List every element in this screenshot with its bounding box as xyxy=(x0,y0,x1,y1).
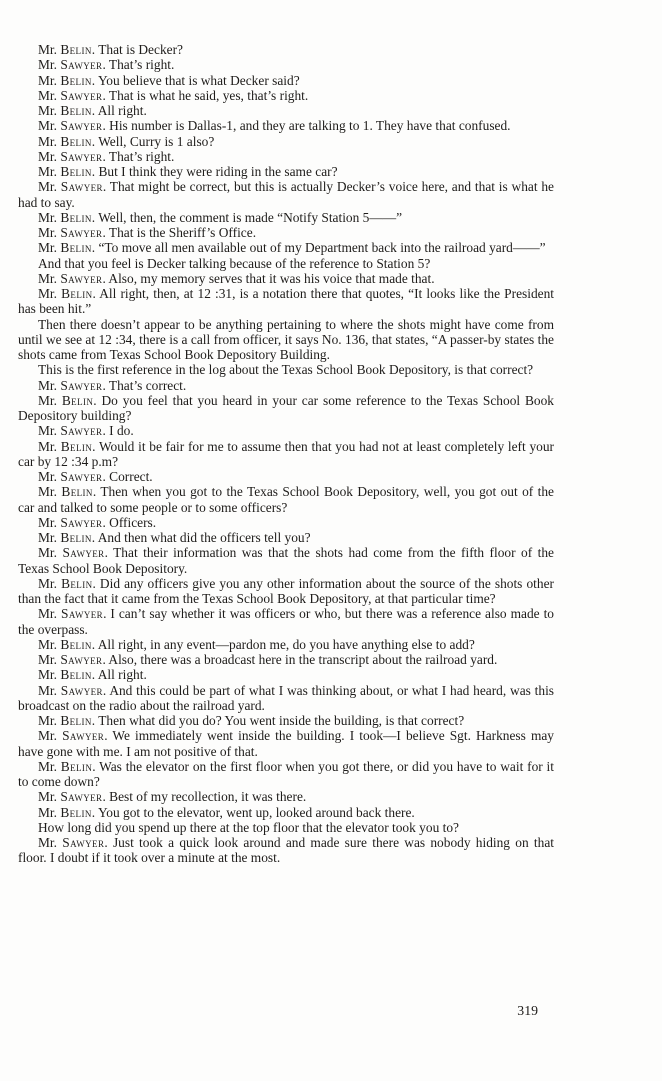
transcript-paragraph: Mr. Belin. Was the elevator on the first floor when you got there, or did you have to wait for it to come down? xyxy=(18,758,554,789)
speaker-name: Sawyer xyxy=(60,57,103,73)
speaker-name: Belin xyxy=(60,133,92,149)
transcript-paragraph: Mr. Sawyer. That might be correct, but this is actually Decker’s voice here, and that is what he had to say. xyxy=(18,179,555,210)
speaker-honorific: Mr. xyxy=(38,682,61,698)
speaker-honorific: Mr. xyxy=(38,530,61,545)
speaker-honorific: Mr. xyxy=(38,713,61,728)
speaker-honorific: Mr. xyxy=(38,667,61,683)
transcript-paragraph: Mr. Sawyer. Best of my recollection, it was there. xyxy=(38,789,307,805)
speaker-honorific: Mr. xyxy=(38,469,61,484)
page-number: 319 xyxy=(517,1003,538,1018)
speaker-name: Sawyer xyxy=(60,606,104,622)
speaker-honorific: Mr. xyxy=(38,164,61,179)
speaker-name: Sawyer xyxy=(62,835,105,850)
transcript-paragraph: Mr. Sawyer. Also, there was a broadcast here in the transcript about the railroad yard. xyxy=(38,652,498,667)
transcript-paragraph: Then there doesn’t appear to be anything pertaining to where the shots might have come from until we see at 12 :34, there is a call from officer, it says No. 136, that states, “A passer-by states the shots came from Texas School Book Depository Building. xyxy=(18,316,554,362)
speaker-name: Belin xyxy=(61,484,93,500)
speaker-name: Sawyer xyxy=(60,423,103,439)
transcript-paragraph: Mr. Sawyer. That their information was that the shots had come from the fifth floor of the Texas School Book Depository. xyxy=(18,545,554,576)
transcript-paragraph: This is the first reference in the log about the Texas School Book Depository, is that correct? xyxy=(38,362,534,378)
transcript-paragraph: Mr. Sawyer. His number is Dallas-1, and they are talking to 1. They have that confused. xyxy=(38,118,511,134)
speaker-name: Sawyer xyxy=(60,225,103,240)
speaker-honorific: Mr. xyxy=(38,377,61,393)
speaker-honorific: Mr. xyxy=(38,804,61,820)
speaker-name: Sawyer xyxy=(60,270,103,286)
speaker-name: Belin xyxy=(60,42,92,57)
speaker-name: Sawyer xyxy=(60,148,103,164)
speaker-name: Belin xyxy=(60,72,92,88)
speaker-honorific: Mr. xyxy=(38,545,63,561)
speaker-name: Sawyer xyxy=(60,514,103,530)
transcript-paragraph: Mr. Belin. All right. xyxy=(38,667,147,683)
speaker-name: Belin xyxy=(60,636,92,652)
speaker-name: Sawyer xyxy=(60,87,103,103)
speaker-honorific: Mr. xyxy=(38,438,61,454)
speaker-name: Belin xyxy=(60,530,92,545)
transcript-paragraph: Mr. Belin. That is Decker? xyxy=(38,42,183,57)
speaker-honorific: Mr. xyxy=(38,209,61,225)
speaker-honorific: Mr. xyxy=(38,575,62,591)
speaker-name: Sawyer xyxy=(60,682,103,698)
speaker-name: Belin xyxy=(60,103,92,118)
speaker-name: Belin xyxy=(60,667,92,683)
speaker-honorific: Mr. xyxy=(38,103,61,118)
speaker-name: Sawyer xyxy=(62,728,105,744)
speaker-honorific: Mr. xyxy=(38,118,61,134)
transcript-paragraph: Mr. Belin. “To move all men available out of my Department back into the railroad yard——” xyxy=(38,240,546,256)
speaker-name: Sawyer xyxy=(60,469,103,484)
transcript-paragraph: Mr. Belin. Then when you got to the Texas School Book Depository, well, you got out of the car and talked to some people or to some officers? xyxy=(18,484,554,515)
speaker-name: Sawyer xyxy=(60,377,103,393)
transcript-paragraph: Mr. Sawyer. Also, my memory serves that it was his voice that made that. xyxy=(38,270,435,286)
speaker-name: Sawyer xyxy=(62,545,105,561)
speaker-honorific: Mr. xyxy=(38,57,61,73)
speaker-honorific: Mr. xyxy=(38,148,61,164)
speaker-name: Belin xyxy=(60,758,93,774)
speaker-honorific: Mr. xyxy=(38,423,61,439)
speaker-name: Belin xyxy=(60,164,92,179)
speaker-honorific: Mr. xyxy=(38,652,61,667)
transcript-paragraph: Mr. Sawyer. I can’t say whether it was officers or who, but there was a reference also made to the overpass. xyxy=(18,606,555,637)
speaker-name: Sawyer xyxy=(60,789,103,805)
transcript-paragraph: Mr. Sawyer. And this could be part of what I was thinking about, or what I had heard, was this broadcast on the radio about the railroad yard. xyxy=(18,682,554,713)
speaker-name: Belin xyxy=(60,240,92,256)
transcript-paragraph: Mr. Belin. Do you feel that you heard in your car some reference to the Texas School Book Depository building? xyxy=(18,392,554,423)
transcript-paragraph: Mr. Belin. But I think they were riding in the same car? xyxy=(38,164,338,179)
transcript-paragraph: Mr. Sawyer. Officers. xyxy=(38,514,157,530)
speaker-honorific: Mr. xyxy=(38,392,62,408)
speaker-name: Belin xyxy=(60,804,92,820)
transcript-paragraph: Mr. Belin. Well, Curry is 1 also? xyxy=(38,133,215,149)
speaker-honorific: Mr. xyxy=(38,728,63,744)
transcript-paragraph: Mr. Sawyer. That’s right. xyxy=(38,148,175,164)
transcript-paragraph: Mr. Belin. All right, in any event—pardon me, do you have anything else to add? xyxy=(38,636,475,652)
speaker-honorific: Mr. xyxy=(38,133,61,149)
speaker-honorific: Mr. xyxy=(38,484,62,500)
transcript-paragraph: Mr. Sawyer. That is the Sheriff’s Office. xyxy=(38,225,257,240)
speaker-honorific: Mr. xyxy=(38,758,61,774)
transcript-paragraph: Mr. Sawyer. Correct. xyxy=(38,469,153,484)
speaker-honorific: Mr. xyxy=(38,514,61,530)
transcript-paragraph: Mr. Sawyer. That is what he said, yes, that’s right. xyxy=(38,87,309,103)
speaker-honorific: Mr. xyxy=(38,179,61,195)
speaker-name: Belin xyxy=(60,713,92,728)
speaker-name: Belin xyxy=(60,209,92,225)
speaker-honorific: Mr. xyxy=(38,72,61,88)
speaker-honorific: Mr. xyxy=(38,42,61,57)
transcript-paragraph: Mr. Belin. You believe that is what Decker said? xyxy=(38,72,300,88)
transcript xyxy=(18,42,554,866)
speaker-honorific: Mr. xyxy=(38,636,61,652)
transcript-paragraph: Mr. Belin. Then what did you do? You went inside the building, is that correct? xyxy=(38,713,465,728)
transcript-paragraph: And that you feel is Decker talking because of the reference to Station 5? xyxy=(38,255,431,271)
speaker-name: Sawyer xyxy=(60,652,103,667)
speaker-honorific: Mr. xyxy=(38,789,61,805)
transcript-paragraph: Mr. Belin. All right. xyxy=(38,103,147,118)
speaker-name: Belin xyxy=(60,438,93,454)
transcript-paragraph: Mr. Belin. Did any officers give you any other information about the source of the shots other than the fact that it came from the Texas School Book Depository, at that particular time? xyxy=(18,575,554,606)
transcript-paragraph: Mr. Sawyer. We immediately went inside the building. I took—I believe Sgt. Harkness may have gone with me. I am not positive of that. xyxy=(18,728,554,759)
speaker-name: Sawyer xyxy=(60,179,103,195)
speaker-name: Belin xyxy=(61,392,94,408)
transcript-paragraph: Mr. Belin. Would it be fair for me to assume then that you had not at least completely left your car by 12 :34 p.m? xyxy=(18,438,554,469)
speaker-honorific: Mr. xyxy=(38,225,61,240)
transcript-paragraph: How long did you spend up there at the top floor that the elevator took you to? xyxy=(38,819,459,835)
transcript-paragraph: Mr. Sawyer. Just took a quick look around and made sure there was nobody hiding on that floor. I doubt if it took over a minute at the most. xyxy=(18,835,554,866)
transcript-paragraph: Mr. Belin. All right, then, at 12 :31, is a notation there that quotes, “It looks like the President has been hit.” xyxy=(18,286,554,317)
speaker-honorific: Mr. xyxy=(38,240,61,256)
speaker-name: Belin xyxy=(61,286,93,301)
speaker-name: Sawyer xyxy=(60,118,103,134)
speaker-name: Belin xyxy=(61,575,93,591)
transcript-paragraph: Mr. Belin. And then what did the officers tell you? xyxy=(38,530,311,545)
transcript-paragraph: Mr. Sawyer. That’s correct. xyxy=(38,377,187,393)
speaker-honorific: Mr. xyxy=(38,606,61,622)
transcript-paragraph: Mr. Belin. You got to the elevator, went up, looked around back there. xyxy=(38,804,415,820)
speaker-honorific: Mr. xyxy=(38,87,61,103)
speaker-honorific: Mr. xyxy=(38,270,61,286)
transcript-paragraph: Mr. Sawyer. I do. xyxy=(38,423,134,439)
transcript-paragraph: Mr. Sawyer. That’s right. xyxy=(38,57,175,73)
transcript-paragraph: Mr. Belin. Well, then, the comment is made “Notify Station 5——” xyxy=(38,209,403,225)
speaker-honorific: Mr. xyxy=(38,286,62,301)
speaker-honorific: Mr. xyxy=(38,835,63,850)
